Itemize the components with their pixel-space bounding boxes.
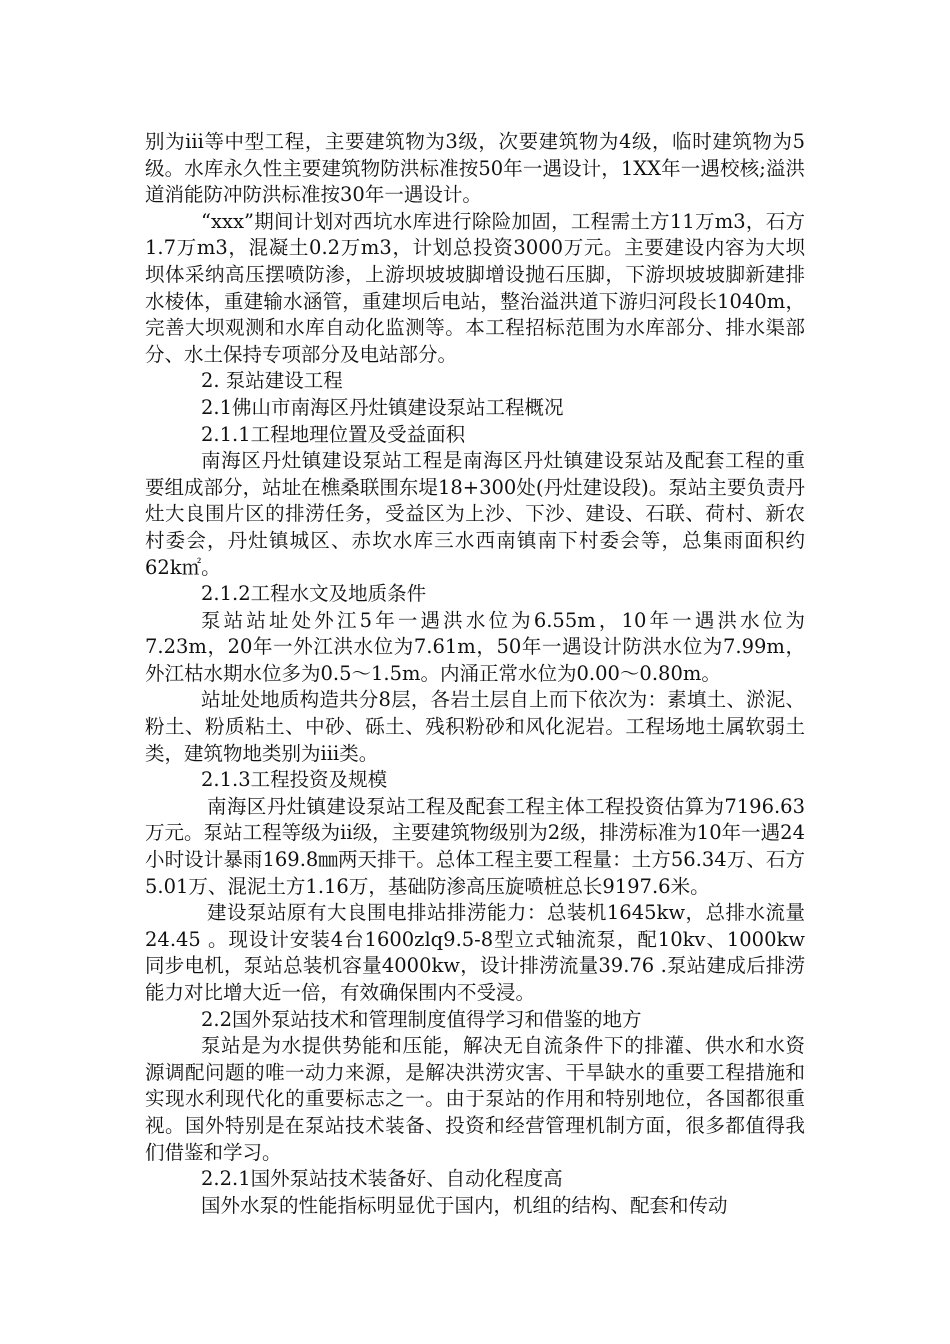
paragraph-xikeng-reservoir-plan: “xxx”期间计划对西坑水库进行除险加固，工程需土方11万m3，石方1.7万m3，混凝土0.2万m3，计划总投资3000万元。主要建设内容为大坝坝体采纳高压摆喷防渗，上游坝坡坡脚增设抛石压脚，下游坝坡坡脚新建排水棱体，重建输水涵管，重建坝后电站，整治溢洪道下游归河段长1040m，完善大坝观测和水库自动化监测等。本工程招标范围为水库部分、排水渠部分、水土保持专项部分及电站部分。 — [145, 209, 805, 366]
heading-foreign-technology: 2.2.1国外泵站技术装备好、自动化程度高 — [201, 1167, 563, 1191]
heading-foreign-experience: 2.2国外泵站技术和管理制度值得学习和借鉴的地方 — [201, 1007, 642, 1031]
paragraph-geology-layers: 站址处地质构造共分8层，各岩土层自上而下依次为：素填土、淤泥、粉土、粉质粘土、中砂、砾土、残积粉砂和风化泥岩。工程场地土属软弱土类，建筑物地类别为ⅲ类。 — [145, 688, 805, 765]
heading-location-benefit-area: 2.1.1工程地理位置及受益面积 — [201, 422, 466, 446]
paragraph-pump-station-importance: 泵站是为水提供势能和压能，解决无自流条件下的排灌、供水和水资源调配问题的唯一动力来源，是解决洪涝灾害、干旱缺水的重要工程措施和实现水利现代化的重要标志之一。由于泵站的作用和特别地位，各国都很重视。国外特别是在泵站技术装备、投资和经营管理机制方面，很多都值得我们借鉴和学习。 — [145, 1034, 805, 1164]
heading-danzao-overview: 2.1佛山市南海区丹灶镇建设泵站工程概况 — [201, 395, 564, 419]
paragraph-investment-estimate: 南海区丹灶镇建设泵站工程及配套工程主体工程投资估算为7196.63万元。泵站工程等级为ⅱ级，主要建筑物级别为2级，排涝标准为10年一遇24小时设计暴雨169.8㎜两天排干。总体工程主要工程量：土方56.34万、石方5.01万、混泥土方1.16万，基础防渗高压旋喷桩总长9197.6米。 — [145, 794, 805, 898]
document-body — [145, 129, 805, 1219]
paragraph-location-benefit-area: 南海区丹灶镇建设泵站工程是南海区丹灶镇建设泵站及配套工程的重要组成部分，站址在樵桑联围东堤18+300处(丹灶建设段)。泵站主要负责丹灶大良围片区的排涝任务，受益区为上沙、下沙、建设、石联、荷村、新农村委会，丹灶镇城区、赤坎水库三水西南镇南下村委会等，总集雨面积约62k㎡。 — [145, 449, 805, 579]
heading-investment-scale: 2.1.3工程投资及规模 — [201, 768, 388, 792]
paragraph-drainage-capacity: 建设泵站原有大良围电排站排涝能力：总装机1645kw，总排水流量24.45 。现设计安装4台1600zlq9.5-8型立式轴流泵，配10kv、1000kw同步电机，泵站总装机容量4000kw，设计排涝流量39.76 .泵站建成后排涝能力对比增大近一倍，有效确保围内不受浸。 — [145, 901, 805, 1004]
heading-hydrology-geology: 2.1.2工程水文及地质条件 — [201, 582, 427, 606]
heading-pump-station-project: 2. 泵站建设工程 — [201, 369, 343, 393]
paragraph-engineering-grade: 别为ⅲ等中型工程，主要建筑物为3级，次要建筑物为4级，临时建筑物为5级。水库永久性主要建筑物防洪标准按50年一遇设计，1XX年一遇校核;溢洪道消能防冲防洪标准按30年一遇设计。 — [145, 130, 805, 207]
paragraph-foreign-pump-performance: 国外水泵的性能指标明显优于国内，机组的结构、配套和传动 — [201, 1193, 728, 1217]
paragraph-flood-levels: 泵站站址处外江5年一遇洪水位为6.55m，10年一遇洪水位为7.23m，20年一外江洪水位为7.61m，50年一遇设计防洪水位为7.99m，外江枯水期水位多为0.5～1.5m。内涌正常水位为0.00～0.80m。 — [145, 608, 805, 685]
